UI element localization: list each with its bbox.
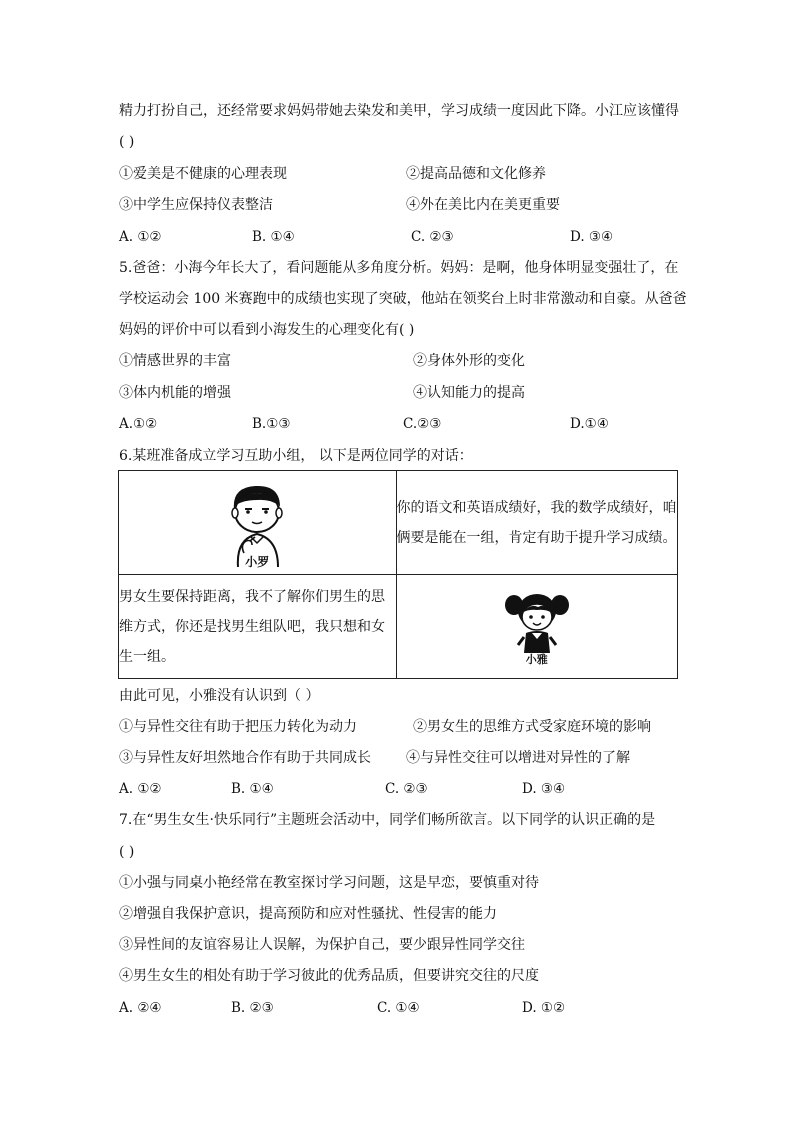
q5-option-c: C.②③ [403,416,442,432]
q4-statement-4: ④外在美比内在美更重要 [406,197,560,213]
q6-followup: 由此可见，小雅没有认识到（ ） [119,688,320,704]
q5-stem-line-1: 5.爸爸：小海今年长大了，看问题能从多角度分析。妈妈：是啊，他身体明显变强壮了，在 [119,260,679,276]
q4-statement-3: ③中学生应保持仪表整洁 [119,197,273,213]
q4-option-a: A. ①② [119,229,162,245]
q4-option-b: B. ①④ [252,229,295,245]
girl-picture-cell [396,575,678,679]
girl-name-label: 小雅 [525,652,548,666]
dialogue-table [118,470,678,679]
q7-statement-3: ③异性间的友谊容易让人误解，为保护自己，要少跟异性同学交往 [119,937,525,953]
q5-option-a: A.①② [119,416,158,432]
q5-statement-1: ①情感世界的丰富 [119,353,231,369]
q7-option-c: C. ①④ [377,1000,420,1016]
q5-stem-line-3: 妈妈的评价中可以看到小海发生的心理变化有( ) [119,322,415,338]
q7-option-b: B. ②③ [231,1000,274,1016]
q6-option-c: C. ②③ [385,781,428,797]
q5-option-d: D.①④ [570,416,609,432]
q5-stem-line-2: 学校运动会 100 米赛跑中的成绩也实现了突破，他站在领奖台上时非常激动和自豪。从爸爸 [119,291,687,307]
q4-option-c: C. ②③ [411,229,454,245]
q6-stem-line: 6.某班准备成立学习互助小组， 以下是两位同学的对话： [119,448,473,464]
q7-answer-bracket: ( ) [119,844,135,860]
q4-answer-bracket: ( ) [119,134,135,150]
q5-statement-4: ④认知能力的提高 [413,385,525,401]
q7-stem-line: 7.在“男生女生·快乐同行”主题班会活动中，同学们畅所欲言。以下同学的认识正确的是 [119,812,656,828]
q4-statement-1: ①爱美是不健康的心理表现 [119,166,287,182]
q7-option-d: D. ①② [522,1000,566,1016]
q6-option-d: D. ③④ [522,781,566,797]
girl-speech-cell [119,575,397,679]
boy-speech-text: 你的语文和英语成绩好，我的数学成绩好，咱俩要是能在一组，肯定有助于提升学习成绩。 [396,499,677,546]
boy-speech-cell [396,471,678,575]
q6-option-a: A. ①② [119,781,162,797]
q7-statement-4: ④男生女生的相处有助于学习彼此的优秀品质，但要讲究交往的尺度 [119,968,539,984]
boy-picture-cell [119,471,397,575]
q4-statement-2: ②提高品德和文化修养 [406,166,546,182]
q4-stem-line: 精力打扮自己，还经常要求妈妈带她去染发和美甲，学习成绩一度因此下降。小江应该懂得 [119,103,679,119]
q7-option-a: A. ②④ [119,1000,162,1016]
girl-speech-text: 男女生要保持距离，我不了解你们男生的思维方式，你还是找男生组队吧，我只想和女生一组。 [119,588,385,665]
q5-statement-2: ②身体外形的变化 [413,353,525,369]
q7-statement-1: ①小强与同桌小艳经常在教室探讨学习问题，这是早恋，要慎重对待 [119,875,539,891]
girl-illustration [502,587,572,655]
q4-option-d: D. ③④ [570,229,614,245]
q5-statement-3: ③体内机能的增强 [119,385,231,401]
q5-option-b: B.①③ [252,416,291,432]
boy-name-label: 小罗 [245,555,270,569]
q7-statement-2: ②增强自我保护意识，提高预防和应对性骚扰、性侵害的能力 [119,906,497,922]
q6-option-b: B. ①④ [231,781,274,797]
q6-statement-4: ④与异性交往可以增进对异性的了解 [406,750,630,766]
q6-statement-2: ②男女生的思维方式受家庭环境的影响 [413,719,651,735]
q6-statement-3: ③与异性友好坦然地合作有助于共同成长 [119,750,371,766]
q6-statement-1: ①与异性交往有助于把压力转化为动力 [119,719,357,735]
